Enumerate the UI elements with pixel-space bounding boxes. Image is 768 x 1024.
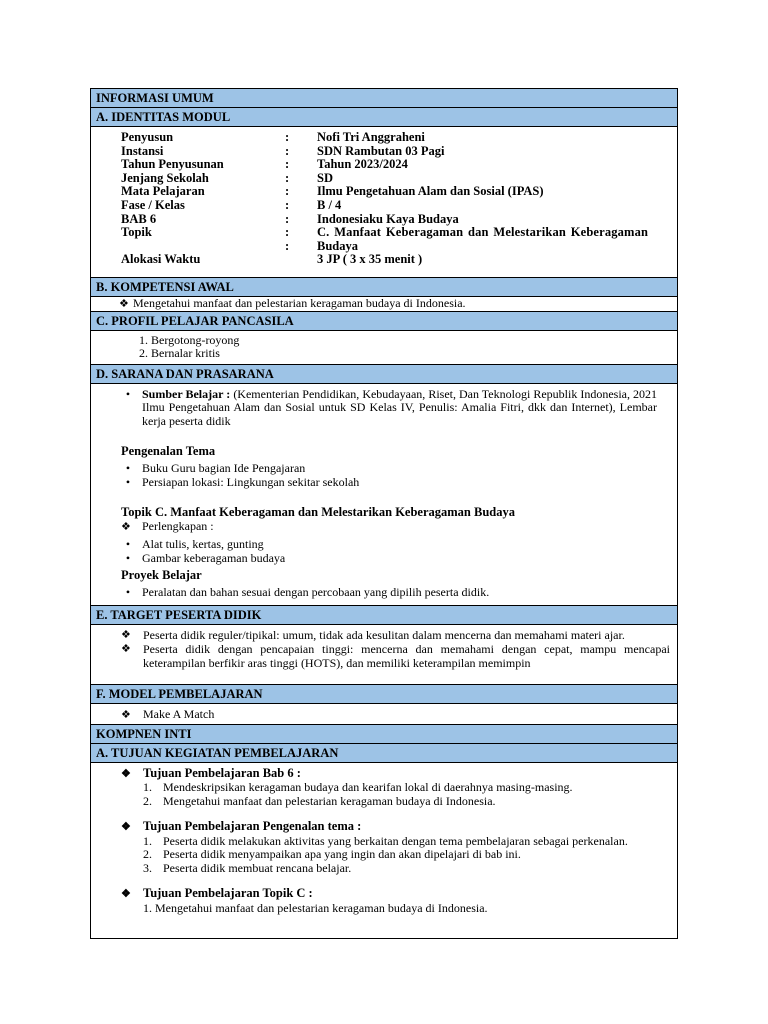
identitas-row (121, 199, 673, 213)
identitas-row (121, 226, 673, 240)
identitas-row (121, 213, 673, 227)
list-item: • Gambar keberagaman budaya (121, 552, 657, 566)
model-pembelajaran-heading: F. MODEL PEMBELAJARAN (91, 685, 677, 704)
profil-pelajar-heading: C. PROFIL PELAJAR PANCASILA (91, 312, 677, 331)
sarana-prasarana-section (91, 384, 677, 606)
list-item: 2. Peserta didik menyampaikan apa yang ingin dan akan dipelajari di bab ini. (143, 847, 521, 862)
tujuan-group-title: ❖ Tujuan Pembelajaran Topik C : (121, 886, 313, 901)
identitas-row (121, 185, 673, 199)
target-peserta-heading: E. TARGET PESERTA DIDIK (91, 606, 677, 625)
topik-c-title: Topik C. Manfaat Keberagaman dan Melestarikan Keberagaman Budaya (121, 504, 516, 519)
tujuan-kegiatan-section (91, 763, 677, 938)
bullet-icon: • (125, 475, 131, 490)
identitas-value: Tahun 2023/2024 (317, 157, 408, 172)
identitas-value: B / 4 (317, 197, 342, 212)
colon: : (285, 211, 290, 226)
target-peserta-section (91, 625, 677, 685)
list-item: 1. Bergotong-royong (139, 332, 240, 347)
diamond-bullet-icon: ❖ (121, 643, 131, 656)
model-pembelajaran-section (91, 704, 677, 725)
list-item: 1. Peserta didik melakukan aktivitas yang berkaitan dengan tema pembelajaran sebagai perkenalan. (143, 833, 628, 848)
colon: : (285, 130, 290, 144)
identitas-label: Tahun Penyusunan (121, 157, 224, 172)
identitas-label: Penyusun (121, 130, 174, 144)
identitas-label: Instansi (121, 143, 164, 158)
identitas-row (121, 158, 673, 172)
list-item: 1. Mengetahui manfaat dan pelestarian keragaman budaya di Indonesia. (143, 900, 488, 915)
identitas-row (121, 131, 673, 145)
kompetensi-awal-section (91, 297, 677, 312)
list-item: ❖ Make A Match (121, 706, 215, 721)
sumber-belajar-text: (Kementerian Pendidikan, Kebudayaan, Riset, Dan Teknologi Republik Indonesia, 2021 Ilmu Pengetahuan Alam dan Sosial untuk SD Kelas IV, Penulis: Amalia Fitri, dkk dan Internet), Lembar kerja peserta didik (142, 386, 658, 428)
sumber-belajar-item (121, 388, 657, 429)
diamond-bullet-icon: ❖ (121, 521, 131, 534)
tujuan-group-title: ❖ Tujuan Pembelajaran Pengenalan tema : (121, 819, 362, 834)
bullet-icon: • (125, 536, 131, 551)
colon: : (285, 184, 290, 199)
list-item: 1. Mendeskripsikan keragaman budaya dan kearifan lokal di daerahnya masing-masing. (143, 780, 573, 795)
colon: : (285, 143, 290, 158)
identitas-modul-section (91, 131, 677, 278)
list-item: ❖ Peserta didik reguler/tipikal: umum, tidak ada kesulitan dalam mencerna dan memahami materi ajar. (121, 627, 625, 642)
pengenalan-tema-title: Pengenalan Tema (121, 444, 216, 459)
diamond-bullet-icon: ❖ (121, 628, 131, 641)
identitas-value: SD (317, 170, 333, 185)
list-item (119, 297, 677, 312)
diamond-bullet-icon: ❖ (121, 888, 131, 901)
colon: : (285, 157, 290, 172)
identitas-label: BAB 6 (121, 211, 157, 226)
identitas-row (121, 172, 673, 186)
bullet-icon: • (125, 585, 131, 600)
sarana-prasarana-heading: D. SARANA DAN PRASARANA (91, 365, 677, 384)
colon: : (285, 225, 290, 240)
komponen-inti-heading: KOMPNEN INTI (91, 725, 677, 744)
tujuan-list (121, 835, 657, 876)
list-item: 2. Bernalar kritis (139, 346, 220, 361)
identitas-label: Jenjang Sekolah (121, 170, 209, 185)
list-item: 2. Mengetahui manfaat dan pelestarian keragaman budaya di Indonesia. (143, 793, 496, 808)
identitas-value: C. Manfaat Keberagaman dan Melestarikan Keberagaman (317, 225, 649, 240)
list-item: • Alat tulis, kertas, gunting (121, 538, 657, 552)
identitas-label: Topik (121, 225, 152, 240)
list-item: • Persiapan lokasi: Lingkungan sekitar sekolah (121, 476, 657, 490)
bullet-icon: • (125, 551, 131, 566)
module-document (90, 88, 678, 939)
list-item: • Buku Guru bagian Ide Pengajaran (121, 462, 657, 476)
kompetensi-text: Mengetahui manfaat dan pelestarian keragaman budaya di Indonesia. (133, 295, 466, 310)
diamond-bullet-icon: ❖ (121, 821, 131, 834)
identitas-row (121, 240, 673, 254)
tujuan-list (121, 781, 657, 808)
diamond-bullet-icon: ❖ (121, 708, 131, 721)
list-item: • Peralatan dan bahan sesuai dengan percobaan yang dipilih peserta didik. (121, 586, 657, 600)
kompetensi-awal-heading: B. KOMPETENSI AWAL (91, 278, 677, 297)
identitas-value: SDN Rambutan 03 Pagi (317, 143, 445, 158)
proyek-belajar-title: Proyek Belajar (121, 567, 202, 582)
tujuan-list (121, 902, 657, 916)
colon: : (285, 170, 290, 185)
profil-pelajar-section (91, 331, 677, 365)
diamond-bullet-icon: ❖ (121, 767, 131, 780)
identitas-value: Ilmu Pengetahuan Alam dan Sosial (IPAS) (317, 184, 544, 199)
diamond-bullet-icon: ❖ (119, 297, 129, 310)
colon: : (285, 238, 290, 253)
list-item: 3. Peserta didik membuat rencana belajar. (143, 860, 352, 875)
colon (285, 253, 317, 267)
list-item: ❖ Perlengkapan : (121, 519, 214, 534)
tujuan-kegiatan-heading: A. TUJUAN KEGIATAN PEMBELAJARAN (91, 744, 677, 763)
colon: : (285, 197, 290, 212)
identitas-modul-heading: A. IDENTITAS MODUL (91, 108, 677, 127)
identitas-row (121, 253, 673, 267)
sumber-belajar-label: Sumber Belajar : (142, 386, 231, 401)
identitas-value: Budaya (317, 238, 358, 253)
identitas-table (121, 131, 673, 267)
identitas-label (121, 240, 285, 254)
identitas-label: Mata Pelajaran (121, 184, 205, 199)
bullet-icon: • (125, 460, 131, 475)
identitas-value: Nofi Tri Anggraheni (317, 130, 425, 144)
tujuan-group-title: ❖ Tujuan Pembelajaran Bab 6 : (121, 765, 301, 780)
bullet-icon: • (125, 386, 131, 401)
informasi-umum-heading: INFORMASI UMUM (91, 89, 677, 108)
identitas-row (121, 145, 673, 159)
identitas-label: Fase / Kelas (121, 197, 185, 212)
identitas-value: 3 JP ( 3 x 35 menit ) (317, 252, 423, 267)
identitas-value: Indonesiaku Kaya Budaya (317, 211, 459, 226)
identitas-label: Alokasi Waktu (121, 252, 201, 267)
list-item: ❖ Peserta didik dengan pencapaian tinggi: mencerna dan memahami dengan cepat, mampu mencapai keterampilan berfikir aras tinggi (HOTS), dan memiliki keterampilan memimpin (121, 642, 670, 670)
